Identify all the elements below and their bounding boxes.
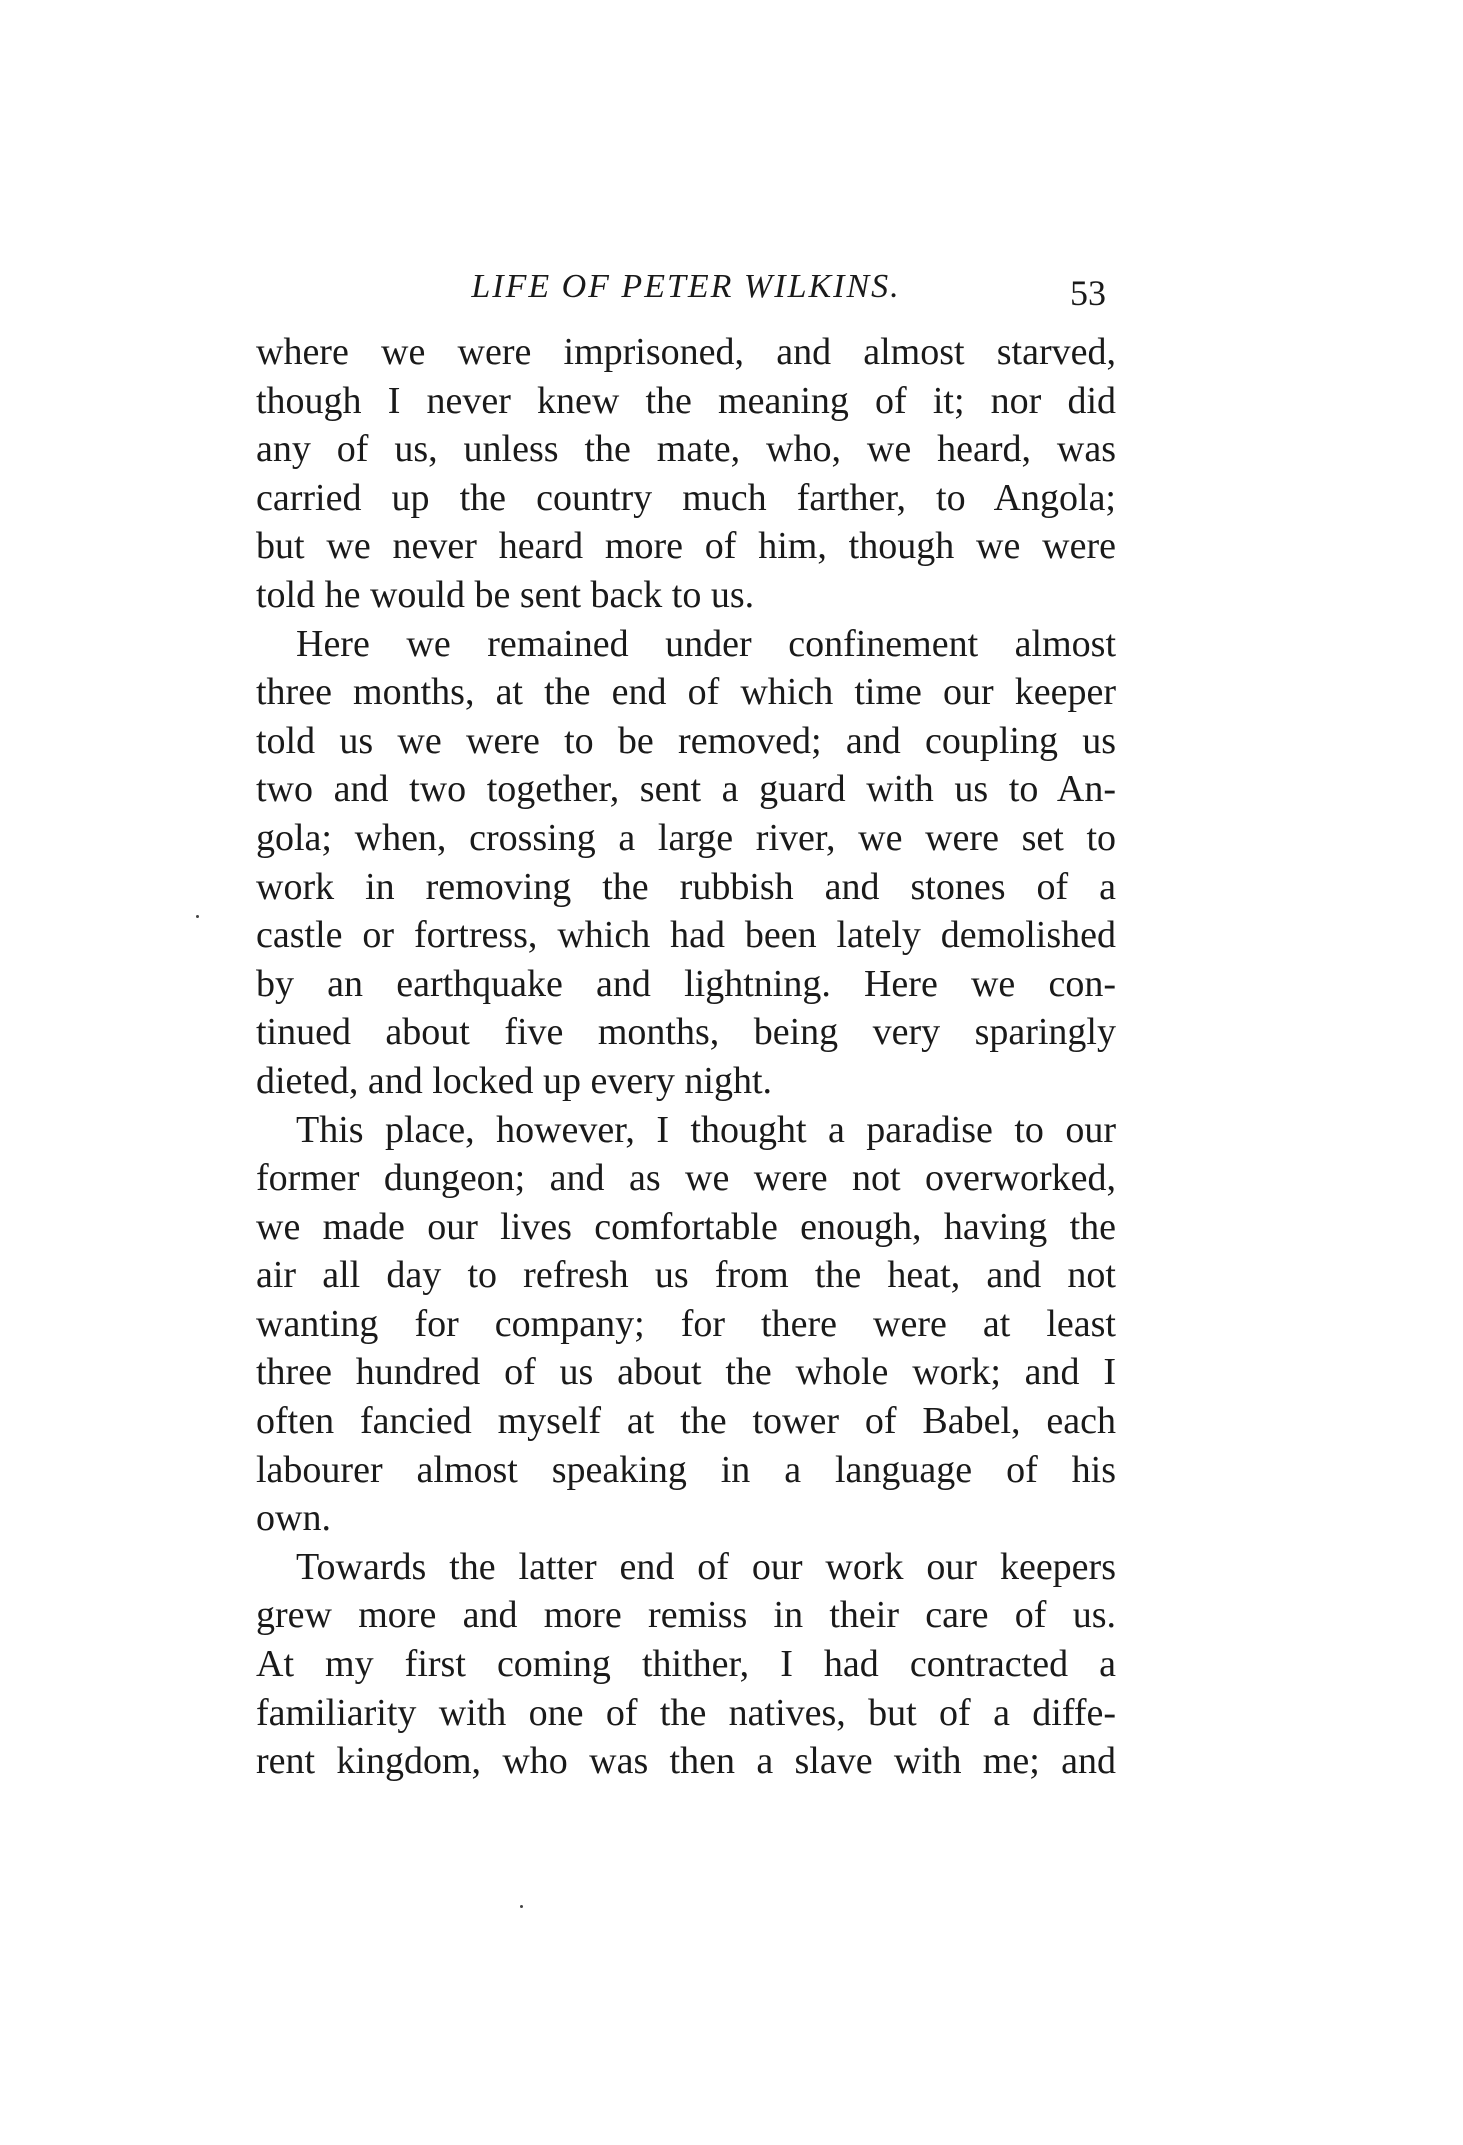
text-line: rent kingdom, who was then a slave with me; and — [256, 1740, 1116, 1783]
text-line: wanting for company; for there were at least — [256, 1302, 1116, 1345]
text-line: three hundred of us about the whole work; and I — [256, 1351, 1116, 1394]
text-line: though I never knew the meaning of it; nor did — [256, 379, 1116, 422]
text-line: air all day to refresh us from the heat, and not — [256, 1254, 1116, 1297]
body-text — [256, 328, 1116, 1786]
text-line: tinued about five months, being very sparingly — [256, 1011, 1116, 1054]
text-line: former dungeon; and as we were not overworked, — [256, 1157, 1116, 1200]
text-line: any of us, unless the mate, who, we heard, was — [256, 428, 1116, 471]
print-speck — [520, 1905, 523, 1908]
text-line: labourer almost speaking in a language of his — [256, 1448, 1116, 1491]
running-head — [256, 268, 1116, 318]
print-speck — [196, 915, 199, 918]
book-page — [256, 268, 1116, 1786]
running-title: LIFE OF PETER WILKINS. — [471, 268, 901, 305]
text-line: This place, however, I thought a paradise to our — [296, 1108, 1116, 1151]
text-line: own. — [256, 1497, 331, 1540]
text-line: Towards the latter end of our work our keepers — [296, 1545, 1116, 1588]
text-line: familiarity with one of the natives, but of a diffe- — [256, 1691, 1116, 1734]
text-line: castle or fortress, which had been lately demolished — [256, 914, 1116, 957]
text-line: carried up the country much farther, to Angola; — [256, 476, 1116, 519]
text-line: gola; when, crossing a large river, we were set to — [256, 816, 1116, 859]
text-line: told he would be sent back to us. — [256, 573, 755, 616]
text-line: work in removing the rubbish and stones of a — [256, 865, 1116, 908]
text-line: three months, at the end of which time our keeper — [256, 671, 1116, 714]
text-line: Here we remained under confinement almost — [296, 622, 1116, 665]
text-line: often fancied myself at the tower of Babel, each — [256, 1400, 1116, 1443]
text-line: dieted, and locked up every night. — [256, 1059, 773, 1102]
text-line: where we were imprisoned, and almost starved, — [256, 331, 1116, 373]
page-number: 53 — [1070, 273, 1106, 313]
text-line: two and two together, sent a guard with us to An- — [256, 768, 1116, 811]
text-line: we made our lives comfortable enough, having the — [256, 1205, 1116, 1248]
text-line: by an earthquake and lightning. Here we con- — [256, 962, 1116, 1005]
text-line: but we never heard more of him, though we were — [256, 525, 1116, 568]
text-line: At my first coming thither, I had contracted a — [256, 1643, 1116, 1686]
text-line: told us we were to be removed; and coupling us — [256, 719, 1116, 762]
text-line: grew more and more remiss in their care of us. — [256, 1594, 1116, 1637]
